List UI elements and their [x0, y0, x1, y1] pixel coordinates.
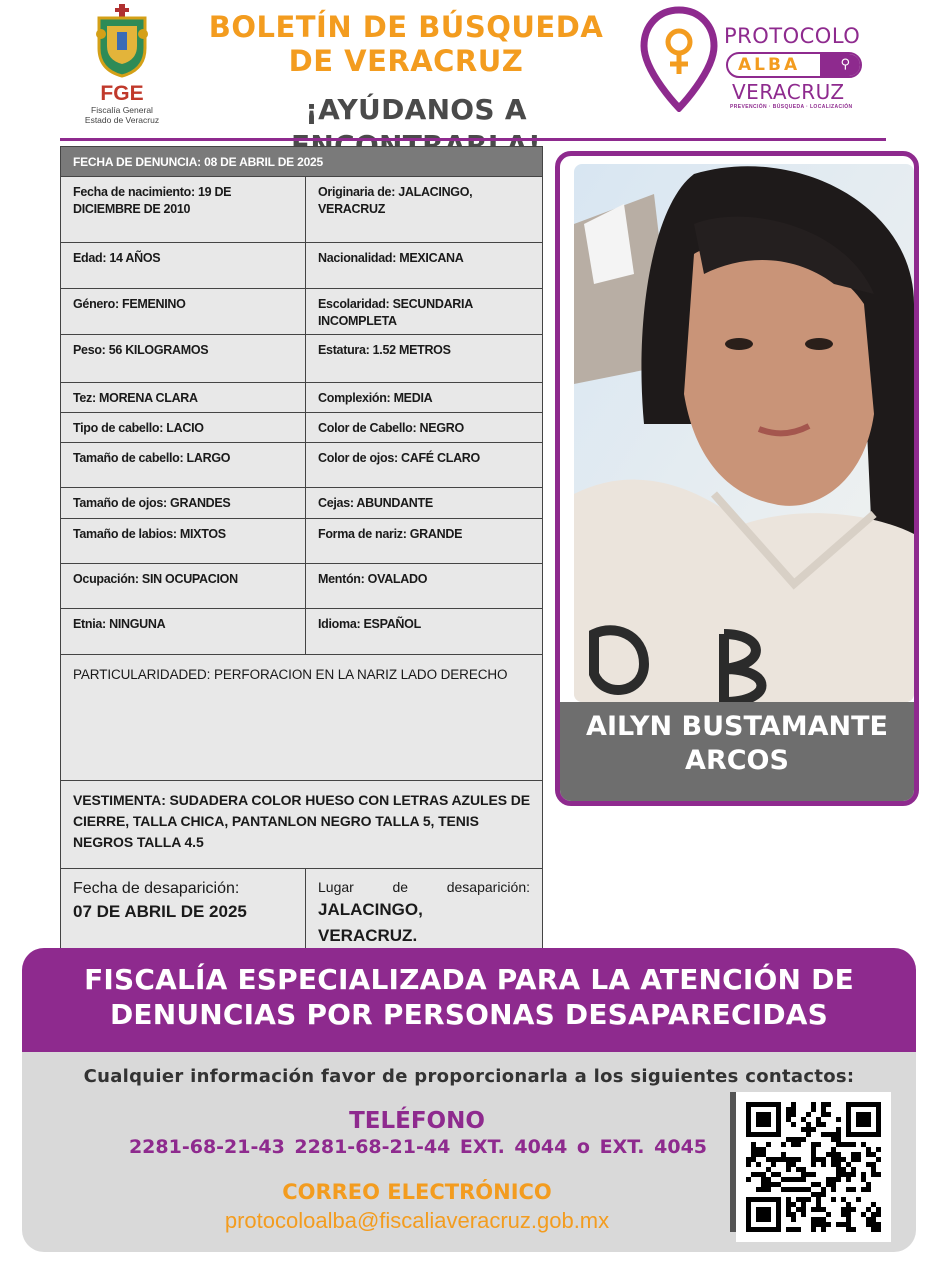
origin-cell: Originaria de: JALACINGO, VERACRUZ: [305, 177, 542, 242]
table-row: [61, 335, 542, 383]
phone-label: TELÉFONO: [349, 1108, 485, 1134]
schooling-cell: Escolaridad: SECUNDARIA INCOMPLETA: [305, 289, 542, 334]
search-icon: ⚲: [840, 56, 850, 71]
email-address[interactable]: protocoloalba@fiscaliaveracruz.gob.mx: [224, 1208, 610, 1233]
ethnicity-cell: Etnia: NINGUNA: [73, 617, 166, 631]
nationality-cell: Nacionalidad: MEXICANA: [305, 243, 542, 288]
height-cell: Estatura: 1.52 METROS: [305, 335, 542, 382]
fge-name-line1: Fiscalía General: [91, 105, 153, 115]
bulletin-title: [176, 10, 636, 78]
female-symbol-pin-icon: [640, 6, 718, 112]
build-cell: Complexión: MEDIA: [305, 383, 542, 412]
eye-size-cell: Tamaño de ojos: GRANDES: [73, 496, 231, 510]
table-row: [61, 443, 542, 488]
table-row: [61, 488, 542, 519]
fiscalia-banner: [22, 948, 916, 1052]
contact-intro: Cualquier información favor de proporcionarla a los siguientes contactos:: [83, 1066, 855, 1087]
fiscalia-line2: DENUNCIAS POR PERSONAS DESAPARECIDAS: [109, 998, 829, 1031]
person-details-table: [60, 146, 543, 957]
clothing-description: VESTIMENTA: SUDADERA COLOR HUESO CON LETRAS AZULES DE CIERRE, TALLA CHICA, PANTANLON NEGRO TALLA 5, TENIS NEGROS TALLA 4.5: [61, 781, 542, 869]
bulletin-title-line1: BOLETÍN DE BÚSQUEDA: [208, 10, 604, 44]
disappearance-place-label: Lugar de desaparición:: [318, 879, 530, 895]
disappearance-place-line1: JALACINGO,: [318, 900, 423, 919]
name-line1: AILYN BUSTAMANTE: [586, 711, 888, 742]
table-row: [61, 519, 542, 564]
disappearance-date-label: Fecha de desaparición:: [73, 880, 240, 897]
phone-numbers[interactable]: 2281-68-21-43 2281-68-21-44 EXT. 4044 o EXT. 4045: [128, 1136, 708, 1158]
eyebrows-cell: Cejas: ABUNDANTE: [305, 488, 542, 518]
qr-code[interactable]: [736, 1092, 891, 1242]
age-cell: Edad: 14 AÑOS: [73, 251, 161, 265]
nose-shape-cell: Forma de nariz: GRANDE: [305, 519, 542, 563]
veracruz-coat-of-arms-icon: [93, 4, 151, 78]
eye-color-cell: Color de ojos: CAFÉ CLARO: [305, 443, 542, 487]
alba-tagline: PREVENCIÓN · BÚSQUEDA · LOCALIZACIÓN: [730, 104, 853, 110]
weight-cell: Peso: 56 KILOGRAMOS: [73, 343, 209, 357]
fiscalia-line1: FISCALÍA ESPECIALIZADA PARA LA ATENCIÓN DE: [84, 963, 854, 996]
table-row: [61, 177, 542, 243]
fge-abbreviation: FGE: [100, 82, 144, 105]
alba-veracruz-text: VERACRUZ: [732, 80, 845, 104]
email-label: CORREO ELECTRÓNICO: [282, 1180, 552, 1204]
gender-cell: Género: FEMENINO: [73, 297, 186, 311]
alba-protocolo-text: PROTOCOLO: [724, 24, 861, 48]
hair-type-cell: Tipo de cabello: LACIO: [73, 421, 204, 435]
disappearance-place-cell: [305, 869, 542, 956]
bulletin-title-line2: DE VERACRUZ: [288, 44, 524, 78]
missing-person-name: [560, 702, 914, 802]
missing-person-photo: [574, 164, 914, 702]
table-row: [61, 564, 542, 609]
complexion-tone-cell: Tez: MORENA CLARA: [73, 391, 198, 405]
occupation-cell: Ocupación: SIN OCUPACION: [73, 572, 238, 586]
lip-size-cell: Tamaño de labios: MIXTOS: [73, 527, 226, 541]
name-line2: ARCOS: [685, 745, 789, 776]
hair-color-cell: Color de Cabello: NEGRO: [305, 413, 542, 442]
table-row: [61, 289, 542, 335]
qr-code-icon: [746, 1102, 881, 1232]
disappearance-date-cell: [61, 869, 305, 956]
report-date-header: FECHA DE DENUNCIA: 08 DE ABRIL DE 2025: [61, 147, 542, 177]
table-row: [61, 383, 542, 413]
table-row: [61, 609, 542, 655]
birth-date-cell: Fecha de nacimiento: 19 DE DICIEMBRE DE 2010: [73, 185, 232, 216]
alba-pill: [726, 52, 862, 78]
alba-text: ALBA: [738, 55, 801, 75]
language-cell: Idioma: ESPAÑOL: [305, 609, 542, 654]
disappearance-date-value: 07 DE ABRIL DE 2025: [73, 902, 247, 921]
contact-panel: [22, 1052, 916, 1252]
fge-logo: [74, 4, 170, 126]
disappearance-place-line2: VERACRUZ.: [318, 926, 418, 945]
distinguishing-features: PARTICULARIDADED: PERFORACION EN LA NARIZ LADO DERECHO: [61, 655, 542, 781]
help-find-her-heading: ¡AYÚDANOS A: [305, 93, 527, 126]
protocolo-alba-logo: [640, 6, 870, 116]
photo-panel: [555, 151, 919, 806]
hair-length-cell: Tamaño de cabello: LARGO: [73, 451, 231, 465]
chin-cell: Mentón: OVALADO: [305, 564, 542, 608]
header-divider: [60, 138, 886, 141]
table-row: [61, 413, 542, 443]
fge-name-line2: Estado de Veracruz: [84, 115, 160, 125]
table-row: [61, 243, 542, 289]
disappearance-row: [61, 869, 542, 956]
